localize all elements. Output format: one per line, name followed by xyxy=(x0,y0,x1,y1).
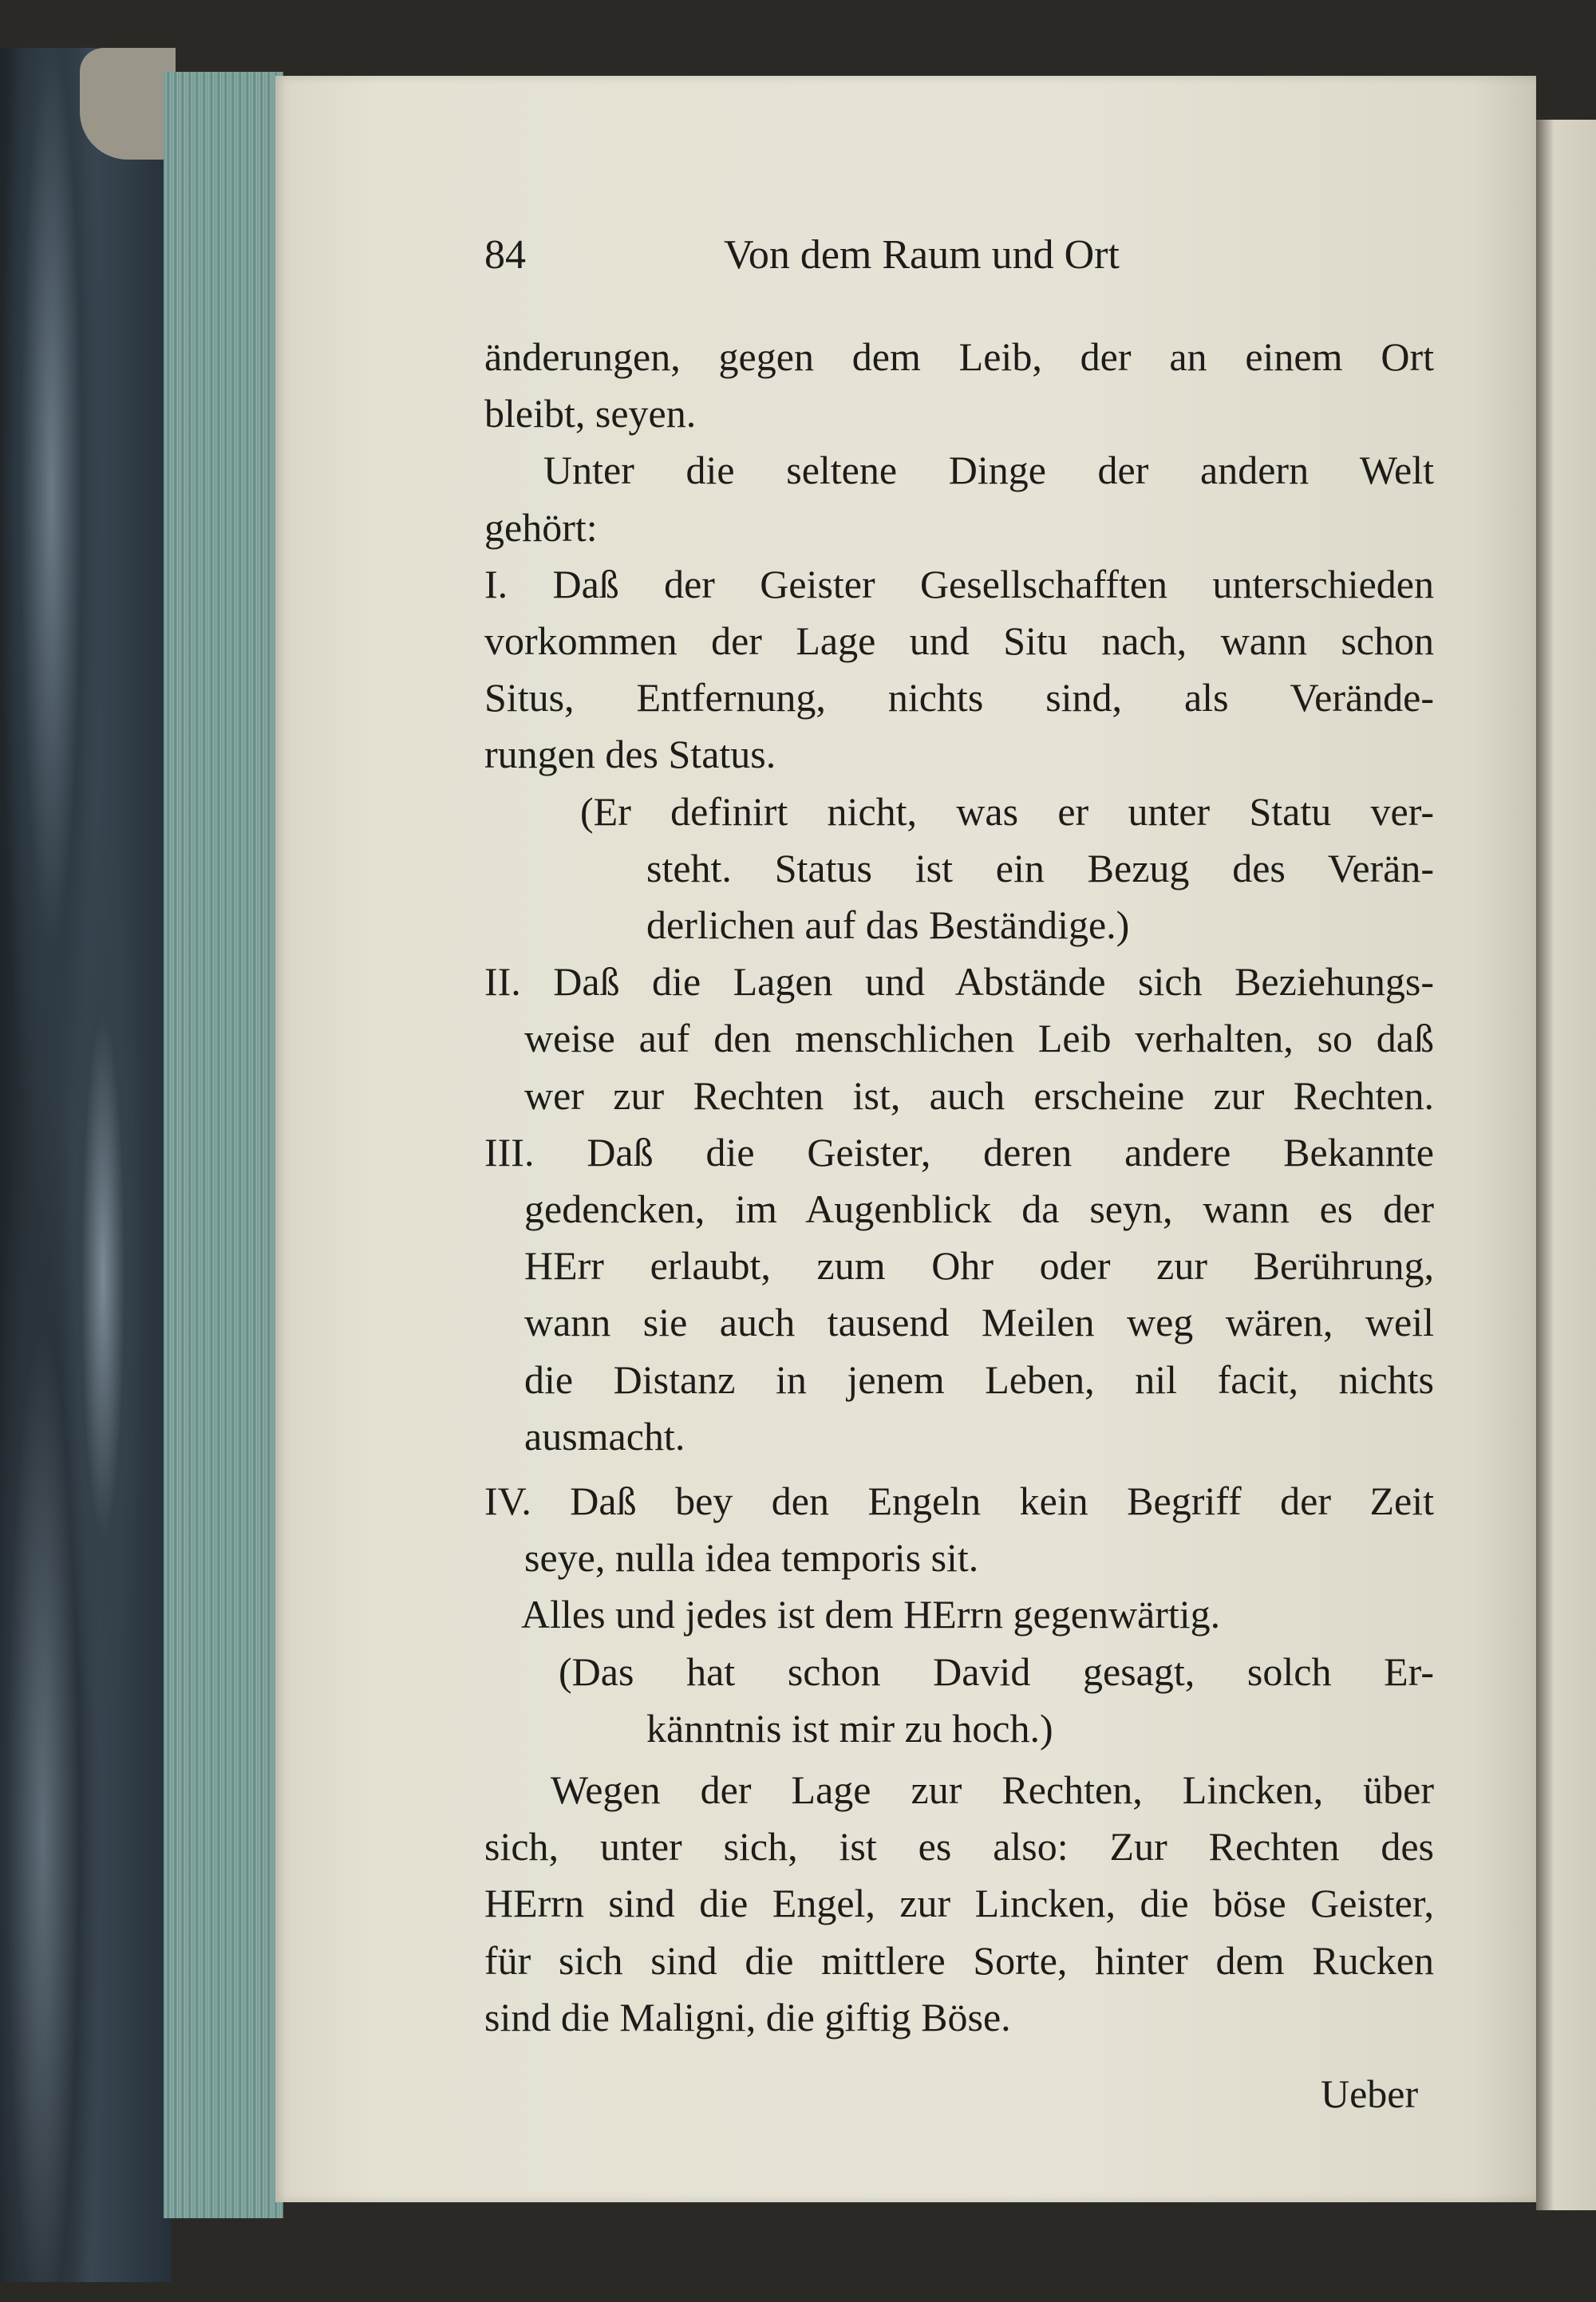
text-line: ausmacht. xyxy=(524,1413,685,1459)
text-line: seye, nulla idea temporis sit. xyxy=(524,1535,979,1581)
text-line: wann sie auch tausend Meilen weg wären, weil xyxy=(524,1300,1434,1345)
text-line: gehört: xyxy=(484,504,598,550)
running-title: Von dem Raum und Ort xyxy=(724,232,1120,278)
text-line: derlichen auf das Beständige.) xyxy=(646,902,1130,947)
text-line: HErrn sind die Engel, zur Lincken, die böse Geister, xyxy=(484,1881,1434,1926)
worn-cover-corner xyxy=(80,48,176,160)
text-line: (Das hat schon David gesagt, solch Er- xyxy=(559,1649,1434,1694)
text-line: sind die Maligni, die giftig Böse. xyxy=(484,1994,1011,2039)
page-edges xyxy=(164,72,283,2218)
text-line: für sich sind die mittlere Sorte, hinter dem Rucken xyxy=(484,1937,1434,1983)
text-line: gedencken, im Augenblick da seyn, wann es der xyxy=(524,1187,1434,1231)
facing-page-edge xyxy=(1536,120,1596,2210)
text-line: Unter die seltene Dinge der andern Welt xyxy=(543,448,1434,493)
text-line: (Er definirt nicht, was er unter Statu ver- xyxy=(580,788,1434,834)
catchword: Ueber xyxy=(1321,2071,1419,2116)
page-number: 84 xyxy=(484,232,526,278)
text-line: Alles und jedes ist dem HErrn gegenwärtig. xyxy=(521,1592,1221,1637)
text-line: II. Daß die Lagen und Abstände sich Beziehungs- xyxy=(484,959,1434,1005)
text-line: steht. Status ist ein Bezug des Verän- xyxy=(646,845,1434,890)
text-line: sich, unter sich, ist es also: Zur Rechten des xyxy=(484,1824,1434,1870)
running-header xyxy=(484,231,1242,279)
text-line: III. Daß die Geister, deren andere Bekannte xyxy=(484,1129,1434,1175)
text-line: änderungen, gegen dem Leib, der an einem Ort xyxy=(484,334,1434,379)
text-line: HErr erlaubt, zum Ohr oder zur Berührung, xyxy=(524,1243,1434,1289)
marbled-cover xyxy=(0,48,172,2282)
text-line: rungen des Status. xyxy=(484,732,776,777)
text-line: die Distanz in jenem Leben, nil facit, nichts xyxy=(524,1356,1434,1402)
text-line: vorkommen der Lage und Situ nach, wann schon xyxy=(484,618,1434,663)
text-line: IV. Daß bey den Engeln kein Begriff der Zeit xyxy=(484,1479,1434,1523)
text-line: I. Daß der Geister Gesellschafften unterschieden xyxy=(484,561,1434,606)
text-line: Situs, Entfernung, nichts sind, als Verände- xyxy=(484,675,1434,721)
text-line: känntnis ist mir zu hoch.) xyxy=(646,1705,1053,1751)
text-line: Wegen der Lage zur Rechten, Lincken, über xyxy=(551,1767,1434,1812)
text-line: wer zur Rechten ist, auch erscheine zur Rechten. xyxy=(524,1072,1434,1118)
text-line: weise auf den menschlichen Leib verhalten, so daß xyxy=(524,1016,1434,1061)
text-line: bleibt, seyen. xyxy=(484,391,697,436)
